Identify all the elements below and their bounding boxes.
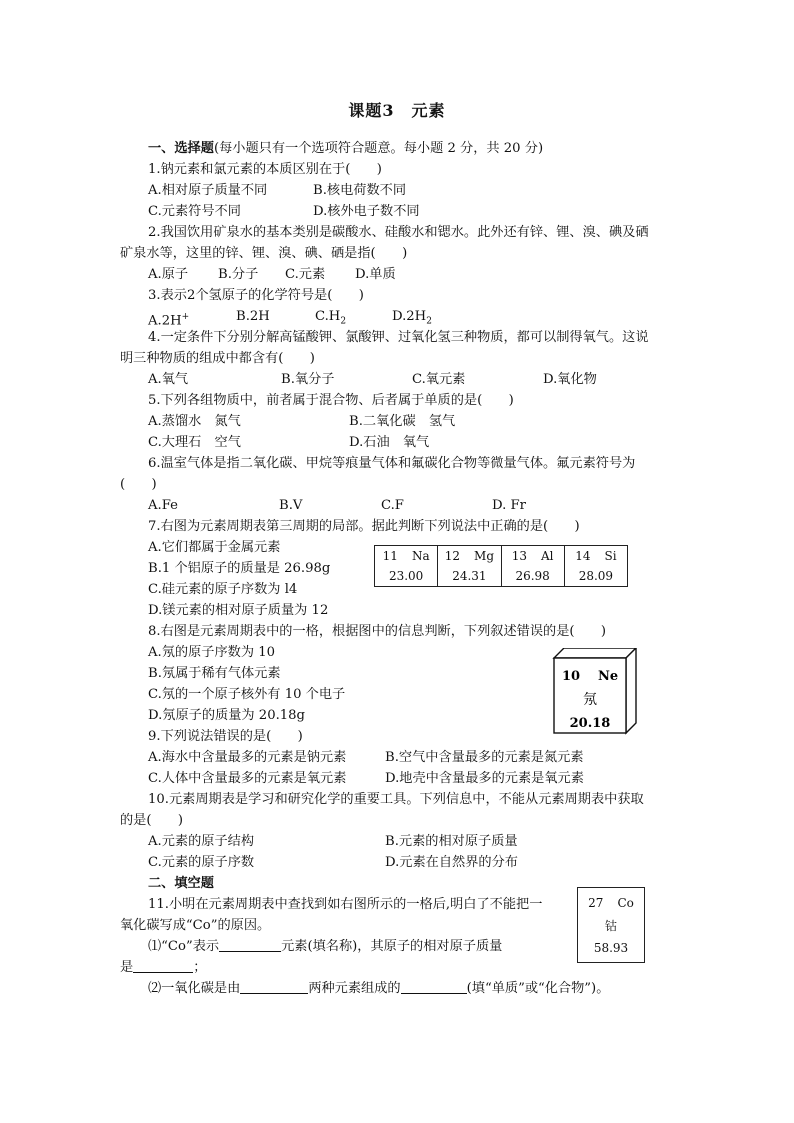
section1-heading: 一、选择题 xyxy=(148,141,214,156)
q10-stem-line2: 的是( ) xyxy=(120,813,184,828)
q2-stem-line1: 2.我国饮用矿泉水的基本类别是碳酸水、硅酸水和锶水。此外还有锌、锂、溴、碘及硒 xyxy=(148,225,649,240)
q8-option-c: C.氖的一个原子核外有 10 个电子 xyxy=(148,687,346,702)
co-symbol: Co xyxy=(617,895,634,910)
q6-stem-line2: ( ) xyxy=(120,477,157,492)
q9-stem: 9.下列说法错误的是( ) xyxy=(148,729,303,744)
element-cell-si: 14 Si 28.09 xyxy=(575,549,617,583)
q5-option-a: A.蒸馏水 氮气 xyxy=(148,414,241,429)
q6-option-b: B.V xyxy=(279,498,303,513)
q3-option-c: $C.H_2$ xyxy=(315,309,347,327)
q9-option-b: B.空气中含量最多的元素是氮元素 xyxy=(385,750,584,765)
q11-blank-atomic-mass[interactable] xyxy=(133,958,193,973)
q9-option-a: A.海水中含量最多的元素是钠元素 xyxy=(148,750,347,765)
element-cell-na: 11 Na 23.00 xyxy=(375,546,438,586)
q3-option-b: B.2H xyxy=(236,309,270,324)
element-cell-al: 13 Al 26.98 xyxy=(502,546,565,586)
periodic-table-period3-strip xyxy=(374,545,628,587)
q4-option-d: D.氧化物 xyxy=(543,372,597,387)
q6-option-d: D. Fr xyxy=(492,498,526,513)
q2-option-c: C.元素 xyxy=(285,267,326,282)
q11-stem-line1: 11.小明在元素周期表中查找到如右图所示的一格后,明白了不能把一 xyxy=(148,897,543,912)
element-cell-mg: 12 Mg 24.31 xyxy=(438,546,501,586)
section2-heading: 二、填空题 xyxy=(148,876,214,891)
ne-atomic-number: 10 xyxy=(562,669,581,684)
co-name: 钴 xyxy=(604,918,617,933)
q1-option-b: B.核电荷数不同 xyxy=(313,183,407,198)
q11-blank-elements[interactable] xyxy=(240,979,308,994)
q8-stem: 8.右图是元素周期表中的一格，根据图中的信息判断，下列叙述错误的是( ) xyxy=(148,624,607,639)
co-atomic-number: 27 xyxy=(588,895,604,910)
q9-option-d: D.地壳中含量最多的元素是氧元素 xyxy=(385,771,584,786)
q4-option-c: C.氧元素 xyxy=(412,372,466,387)
q7-option-a: A.它们都属于金属元素 xyxy=(148,540,281,555)
q11-stem-line2: 氧化碳写成“Co”的原因。 xyxy=(120,918,271,933)
q9-option-c: C.人体中含量最多的元素是氧元素 xyxy=(148,771,347,786)
q10-option-b: B.元素的相对原子质量 xyxy=(385,834,518,849)
q5-option-d: D.石油 氧气 xyxy=(349,435,430,450)
q7-option-d: D.镁元素的相对原子质量为 12 xyxy=(148,603,329,618)
q3-option-d: $D.2H_2$ xyxy=(392,309,432,327)
q1-option-a: A.相对原子质量不同 xyxy=(148,183,268,198)
section1-heading-line xyxy=(148,139,543,159)
q10-option-a: A.元素的原子结构 xyxy=(148,834,255,849)
q11-part1-line2: 是 ； xyxy=(120,960,207,975)
q2-option-d: D.单质 xyxy=(355,267,396,282)
q8-option-a: A.氖的原子序数为 10 xyxy=(148,645,275,660)
q4-stem-line1: 4.一定条件下分别分解高锰酸钾、氯酸钾、过氧化氢三种物质，都可以制得氧气。这说 xyxy=(148,330,649,345)
q1-option-c: C.元素符号不同 xyxy=(148,204,241,219)
q8-option-b: B.氖属于稀有气体元素 xyxy=(148,666,281,681)
q4-option-b: B.氧分子 xyxy=(281,372,335,387)
q1-option-d: D.核外电子数不同 xyxy=(313,204,420,219)
ne-atomic-mass: 20.18 xyxy=(569,716,611,731)
q11-part2-line: ⑵一氧化碳是由 两种元素组成的 (填“单质”或“化合物”)。 xyxy=(148,981,610,996)
q10-stem-line1: 10.元素周期表是学习和研究化学的重要工具。下列信息中，不能从元素周期表中获取 xyxy=(148,792,644,807)
q4-option-a: A.氧气 xyxy=(148,372,189,387)
q10-option-d: D.元素在自然界的分布 xyxy=(385,855,518,870)
q11-blank-element-name[interactable] xyxy=(219,937,281,952)
q3-stem: 3.表示2个氢原子的化学符号是( ) xyxy=(148,288,364,303)
q2-option-a: A.原子 xyxy=(148,267,189,282)
q1-stem: 1.钠元素和氯元素的本质区别在于( ) xyxy=(148,162,382,177)
q7-stem: 7.右图为元素周期表第三周期的局部。据此判断下列说法中正确的是( ) xyxy=(148,519,580,534)
ne-symbol: Ne xyxy=(598,669,619,684)
q5-option-c: C.大理石 空气 xyxy=(148,435,241,450)
q10-option-c: C.元素的原子序数 xyxy=(148,855,255,870)
q8-option-d: D.氖原子的质量为 20.18g xyxy=(148,708,305,723)
q6-option-a: A.Fe xyxy=(148,498,178,513)
q4-stem-line2: 明三种物质的组成中都含有( ) xyxy=(120,351,315,366)
q6-stem-line1: 6.温室气体是指二氧化碳、甲烷等痕量气体和氟碳化合物等微量气体。氟元素符号为 xyxy=(148,456,636,471)
q7-option-b: B.1 个铝原子的质量是 26.98g xyxy=(148,561,331,576)
q5-option-b: B.二氧化碳 氢气 xyxy=(349,414,456,429)
ne-name: 氖 xyxy=(583,692,597,708)
q2-option-b: B.分子 xyxy=(218,267,259,282)
q11-blank-substance-type[interactable] xyxy=(401,979,467,994)
q2-stem-line2: 矿泉水等，这里的锌、锂、溴、碘、硒是指( ) xyxy=(120,246,408,261)
neon-element-cube xyxy=(552,648,638,736)
q7-option-c: C.硅元素的原子序数为 l4 xyxy=(148,582,298,597)
page-title: 课题3 元素 xyxy=(348,101,446,120)
co-atomic-mass: 58.93 xyxy=(593,940,629,955)
q6-option-c: C.F xyxy=(381,498,404,513)
q5-stem: 5.下列各组物质中，前者属于混合物、后者属于单质的是( ) xyxy=(148,393,514,408)
q3-option-a: A.2H+ xyxy=(148,312,190,329)
section1-note: (每小题只有一个选项符合题意。每小题 2 分，共 20 分) xyxy=(213,141,544,156)
cobalt-element-cell xyxy=(577,887,645,963)
q11-part1-line1: ⑴“Co”表示 元素(填名称)，其原子的相对原子质量 xyxy=(148,939,503,954)
